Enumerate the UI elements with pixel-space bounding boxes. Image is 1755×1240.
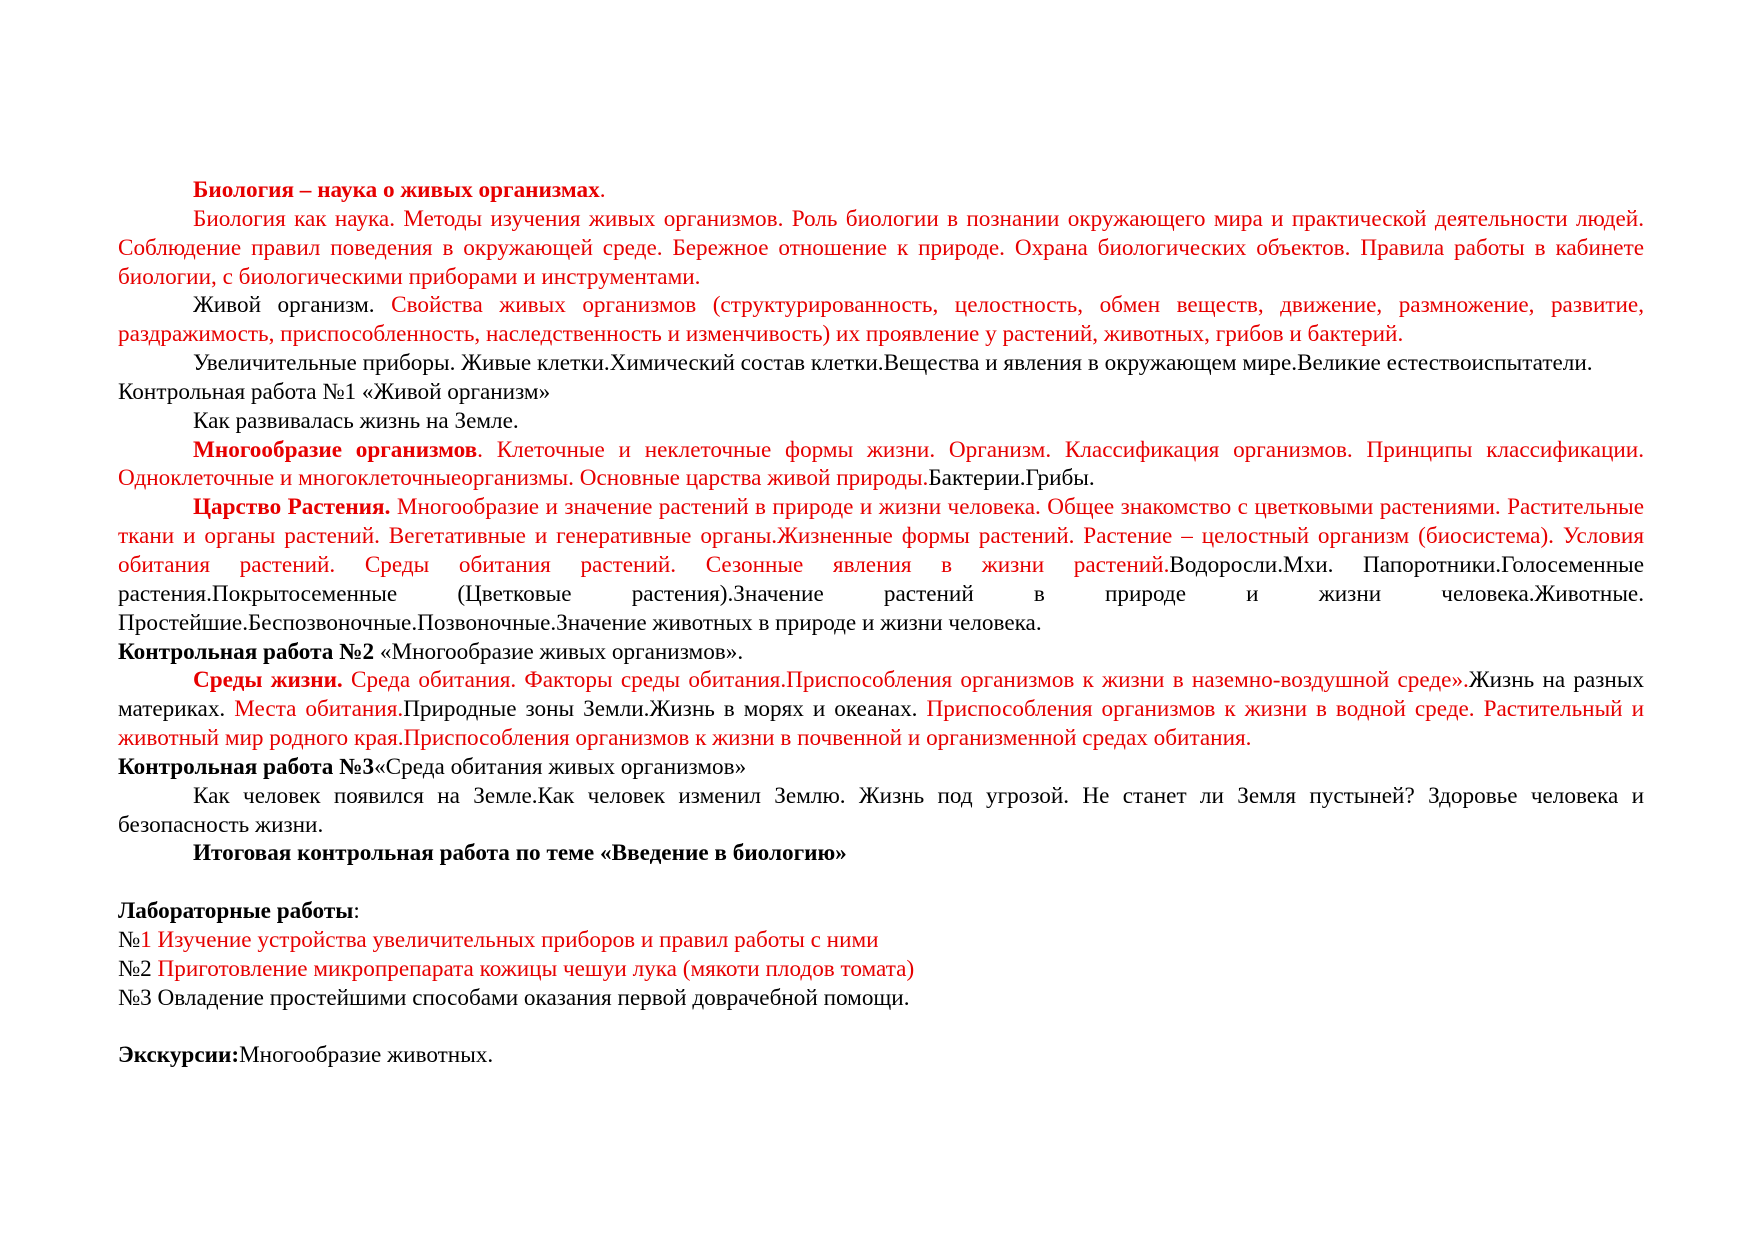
heading-text: Биология – наука о живых организмах	[193, 177, 600, 203]
lab-item-3	[118, 984, 1644, 1013]
paragraph-diversity	[118, 436, 1644, 494]
habitats-black-2: Природные зоны Земли.Жизнь в морях и океанах.	[403, 696, 927, 723]
excursions-label: Экскурсии:	[118, 1042, 240, 1069]
diversity-tail: Бактерии.Грибы.	[928, 465, 1095, 492]
lab-number-digit: 1	[140, 926, 152, 953]
excursions-text: Многообразие животных.	[239, 1042, 494, 1069]
habitats-text-2: Места обитания.	[234, 696, 404, 723]
final-test: Итоговая контрольная работа по теме «Введение в биологию»	[193, 840, 847, 867]
section-heading-biology	[118, 176, 1644, 205]
labs-heading	[118, 897, 1644, 926]
test-3-label: Контрольная работа №3	[118, 753, 375, 780]
lab-item-2	[118, 955, 1644, 984]
habitats-black-1: Жизнь на разных материках.	[118, 667, 1645, 723]
lab-item-1	[118, 926, 1644, 955]
habitats-text-3: Приспособления организмов к жизни в водной среде. Растительный и животный мир родного края.Приспособления организмов к жизни в почвенной и организменной средах обитания.	[118, 696, 1644, 752]
diversity-text: . Клеточные и неклеточные формы жизни. Организм. Классификация организмов. Принципы классификации. Одноклеточные и многоклеточныеорганизмы. Основные царства живой природы.	[118, 436, 1644, 492]
document-body	[118, 176, 1644, 1070]
lab-text: Приготовление микропрепарата кожицы чешуи лука (мякоти плодов томата)	[151, 955, 915, 982]
plants-heading: Царство Растения.	[193, 494, 391, 521]
paragraph-living-organism	[118, 291, 1644, 349]
test-1: Контрольная работа №1 «Живой организм»	[118, 378, 551, 405]
excursions	[118, 1041, 1644, 1070]
test-2-label: Контрольная работа №2	[118, 638, 375, 665]
blank-line	[118, 868, 1644, 897]
blank-line	[118, 1012, 1644, 1041]
lead-text: Живой организм.	[193, 292, 392, 319]
heading-period: .	[599, 177, 606, 203]
test-2	[118, 638, 1644, 667]
lab-text: Изучение устройства увеличительных приборов и правил работы с ними	[151, 926, 879, 953]
paragraph-life-development: Как развивалась жизнь на Земле.	[193, 407, 519, 434]
test-3	[118, 753, 1644, 782]
habitats-text-1: Среда обитания. Факторы среды обитания.Приспособления организмов к жизни в наземно-воздушной среде».	[342, 667, 1469, 694]
plants-text: Многообразие и значение растений в природе и жизни человека. Общее знакомство с цветковыми растениями. Растительные ткани и органы растений. Вегетативные и генеративные органы.Жизненные формы растений. Растение – целостный организм (биосистема). Условия обитания растений. Среды обитания растений. Сезонные явления в жизни растений.	[118, 494, 1644, 578]
test-2-title: «Многообразие живых организмов».	[374, 638, 744, 665]
lab-number: №2	[118, 955, 152, 982]
lab-number: №3	[118, 984, 152, 1011]
test-3-title: «Среда обитания живых организмов»	[374, 753, 747, 780]
paragraph-magnifying-devices: Увеличительные приборы. Живые клетки.Химический состав клетки.Вещества и явления в окружающем мире.Великие естествоиспытатели.	[193, 350, 1593, 377]
lab-text: Овладение простейшими способами оказания первой доврачебной помощи.	[151, 984, 910, 1011]
plants-tail: Водоросли.Мхи. Папоротники.Голосеменные растения.Покрытосеменные (Цветковые растения).Значение растений в природе и жизни человека.Животные. Простейшие.Беспозвоночные.Позвоночные.Значение животных в природе и жизни человека.	[118, 551, 1644, 636]
paragraph-habitats	[118, 666, 1644, 753]
labs-heading-text: Лабораторные работы	[118, 898, 354, 925]
habitats-heading: Среды жизни.	[193, 667, 343, 694]
paragraph-biology-science: Биология как наука. Методы изучения живых организмов. Роль биологии в познании окружающего мира и практической деятельности людей. Соблюдение правил поведения в окружающей среде. Бережное отношение к природе. Охрана биологических объектов. Правила работы в кабинете биологии, с биологическими приборами и инструментами.	[118, 205, 1644, 290]
properties-text: Свойства живых организмов (структурированность, целостность, обмен веществ, движение, размножение, развитие, раздражимость, приспособленность, наследственность и изменчивость) их проявление у растений, животных, грибов и бактерий.	[118, 292, 1644, 348]
labs-heading-colon: :	[353, 898, 360, 925]
paragraph-plants-kingdom	[118, 493, 1644, 637]
diversity-heading: Многообразие организмов	[193, 436, 478, 463]
lab-number: №	[118, 926, 141, 953]
paragraph-human: Как человек появился на Земле.Как человек изменил Землю. Жизнь под угрозой. Не станет ли Земля пустыней? Здоровье человека и безопасность жизни.	[118, 782, 1644, 838]
